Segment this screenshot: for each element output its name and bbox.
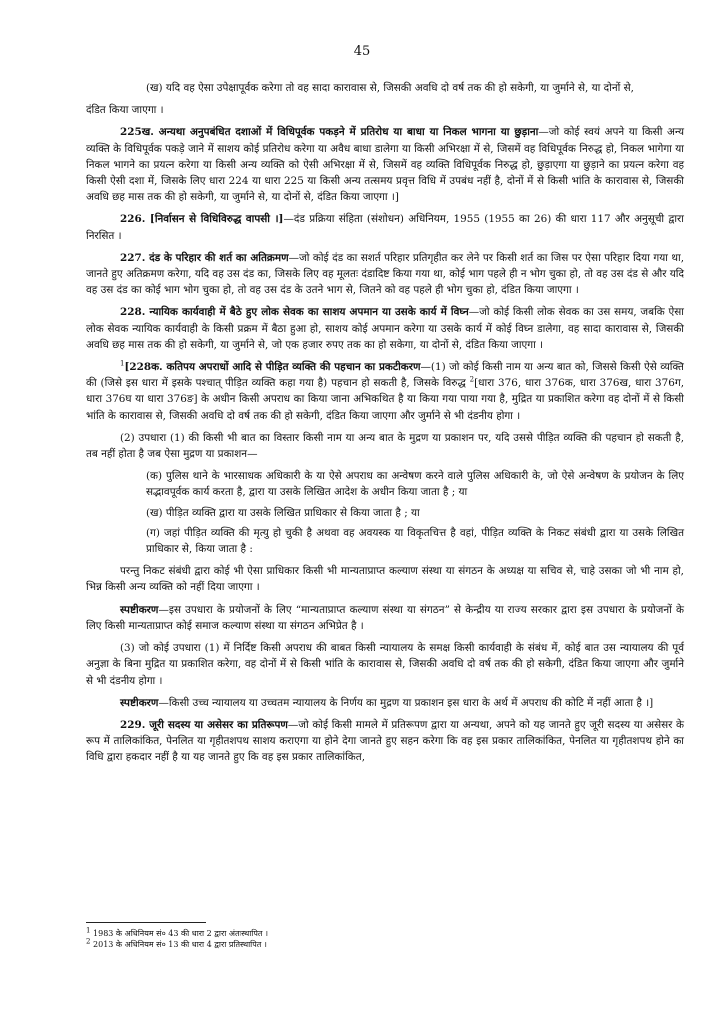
footnote-2-text: 2013 के अधिनियम सं० 13 की धारा 4 द्वारा प्रतिस्थापित । [93, 940, 267, 949]
section-225b-text: —जो कोई स्वयं अपने या किसी अन्य व्यक्ति के विधिपूर्वक पकड़े जाने में साशय कोई प्रतिरोध करेगा या अवैध बाधा डालेगा या किसी अभिरक्षा में से, जिसमें वह विधिपूर्वक निरुद्ध हो, निकल भागेगा या निकल भागने का प्रयत्न करेगा या किसी अन्य व्यक्ति को ऐसी अभिरक्षा में से, जिसमें वह व्यक्ति विधिपूर्वक निरुद्ध हो, छुड़ाएगा या छुड़ाने का प्रयत्न करेगा वह किसी ऐसी दशा में, जिसके लिए धारा 224 या धारा 225 या किसी अन्य तत्समय प्रवृत्त विधि में उपबंध नहीं है, दोनों में से किसी भांति के कारावास से, जिसकी अवधि छह मास तक की हो सकेगी, या जुर्माने से, या दोनों से, दंडित किया जाएगा ।] [86, 126, 685, 204]
section-229-heading: 229. जूरी सदस्य या असेसर का प्रतिरूपण [120, 718, 288, 731]
footnote-ref-2: 2 [469, 375, 475, 384]
section-228a-heading: [228क. कतिपय अपराधों आदि से पीड़ित व्यक्ति की पहचान का प्रकटीकरण [124, 361, 421, 374]
footnote-1-text: 1983 के अधिनियम सं० 43 की धारा 2 द्वारा अंतःस्थापित । [93, 929, 269, 938]
explanation-2-heading: स्पष्टीकरण [120, 696, 159, 709]
page-number: 45 [353, 44, 371, 59]
explanation-1-text: —इस उपधारा के प्रयोजनों के लिए “मान्यताप्राप्त कल्याण संस्था या संगठन” से केन्द्रीय या राज्य सरकार द्वारा इस उपधारा के प्रयोजनों के लिए किसी मान्यताप्राप्त कोई समाज कल्याण संस्था या संगठन अभिप्रेत है । [86, 603, 684, 632]
subsection-2: (2) उपधारा (1) की किसी भी बात का विस्तार किसी नाम या अन्य बात के मुद्रण या प्रकाशन पर, यदि उससे पीड़ित व्यक्ति की पहचान हो सकती है, तब नहीं होता है जब ऐसा मुद्रण या प्रकाशन— [86, 431, 684, 461]
document-body [86, 80, 684, 772]
footnote-divider [86, 922, 206, 923]
explanation-1 [86, 602, 684, 634]
section-225b [86, 124, 684, 205]
subsection-2-clause-ga: (ग) जहां पीड़ित व्यक्ति की मृत्यु हो चुकी है अथवा वह अवयस्क या विकृतचित्त है वहां, पीड़ित व्यक्ति के निकट संबंधी द्वारा या उसके लिखित प्राधिकार से, किया जाता है : [146, 526, 684, 556]
section-225b-heading: 225ख. अन्यथा अनुपबंधित दशाओं में विधिपूर्वक पकड़ने में प्रतिरोध या बाधा या निकल भागना या छुड़ाना [120, 126, 539, 139]
section-228-text: —जो कोई किसी लोक सेवक का उस समय, जबकि ऐसा लोक सेवक न्यायिक कार्यवाही के किसी प्रक्रम में बैठा हुआ हो, साशय कोई अपमान करेगा या उसके कार्य में कोई विघ्न डालेगा, वह सादा कारावास से, जिसकी अवधि छह मास तक की हो सकेगी, या जुर्माने से, जो एक हजार रुपए तक का हो सकेगा, या दोनों से, दंडित किया जाएगा । [86, 306, 684, 351]
footnote-2-number: 2 [86, 937, 91, 946]
section-228 [86, 304, 684, 353]
explanation-2 [86, 695, 684, 711]
footnote-1 [86, 928, 684, 939]
footnote-2 [86, 939, 684, 950]
section-226-text: —दंड प्रक्रिया संहिता (संशोधन) अधिनियम, 1955 (1955 का 26) की धारा 117 और अनुसूची द्वारा निरसित । [86, 213, 684, 242]
footnote-1-number: 1 [86, 926, 91, 935]
footnote-ref-1: 1 [120, 359, 125, 368]
section-227-heading: 227. दंड के परिहार की शर्त का अतिक्रमण [120, 251, 289, 264]
section-228-heading: 228. न्यायिक कार्यवाही में बैठे हुए लोक सेवक का साशय अपमान या उसके कार्य में विघ्न [120, 306, 469, 319]
subsection-2-clause-ka: (क) पुलिस थाने के भारसाधक अधिकारी के या ऐसे अपराध का अन्वेषण करने वाले पुलिस अधिकारी के, जो ऐसे अन्वेषण के प्रयोजन के लिए सद्भावपूर्वक कार्य करता है, द्वारा या उसके लिखित आदेश के अधीन किया जाता है ; या [146, 470, 684, 499]
explanation-2-text: —किसी उच्च न्यायालय या उच्चतम न्यायालय के निर्णय का मुद्रण या प्रकाशन इस धारा के अर्थ में अपराध की कोटि में नहीं आता है ।] [158, 696, 654, 709]
section-226 [86, 211, 684, 243]
section-228a-text-2: [धारा 376, धारा 376क, धारा 376ख, धारा 376ग, धारा 376घ या धारा 376ङ] के अधीन किसी अपराध का किया जाना अभिकथित है या किया गया पाया गया है, मुद्रित या प्रकाशित करेगा वह दोनों में से किसी भांति के कारावास से, जिसकी अवधि दो वर्ष तक की हो सकेगी, दंडित किया जाएगा और जुर्माने से भी दंडनीय होगा । [86, 377, 685, 422]
section-228a [86, 359, 684, 424]
subsection-2-clause-kha: (ख) पीड़ित व्यक्ति द्वारा या उसके लिखित प्राधिकार से किया जाता है ; या [146, 506, 420, 519]
section-229-text: —जो कोई किसी मामले में प्रतिरूपण द्वारा या अन्यथा, अपने को यह जानते हुए जूरी सदस्य या असेसर के रूप में तालिकांकित, पेनलित या गृहीतशपथ साशय कराएगा या होने देगा जानते हुए सहन करेगा कि वह इस प्रकार तालिकांकित, पेनलित या गृहीतशपथ होने का विधि द्वारा हकदार नहीं है या यह जानते हुए कि वह इस प्रकार तालिकांकित, [86, 718, 684, 764]
section-229 [86, 717, 684, 766]
section-226-heading: 226. [निर्वासन से विधिविरुद्ध वापसी ।] [120, 213, 284, 226]
punishment-line: दंडित किया जाएगा । [86, 104, 164, 117]
footnotes [86, 928, 684, 950]
explanation-1-heading: स्पष्टीकरण [120, 603, 159, 616]
section-227-text: —जो कोई दंड का सशर्त परिहार प्रतिगृहीत कर लेने पर किसी शर्त का जिस पर ऐसा परिहार दिया गया था, जानते हुए अतिक्रमण करेगा, यदि वह उस दंड का, जिसके लिए वह मूलतः दंडादिष्ट किया गया था, कोई भाग पहले ही न भोग चुका हो, तो वह उस दंड से और यदि वह उस दंड का कोई भाग भोग चुका हो, तो वह उस दंड के उतने भाग से, जितने को वह पहले ही भोग चुका हो, दंडित किया जाएगा । [86, 251, 684, 297]
proviso: परन्तु निकट संबंधी द्वारा कोई भी ऐसा प्राधिकार किसी भी मान्यताप्राप्त कल्याण संस्था या संगठन के अध्यक्ष या सचिव से, चाहे उसका जो भी नाम हो, भिन्न किसी अन्य व्यक्ति को नहीं दिया जाएगा । [86, 565, 684, 594]
clause-kha-negligent: (ख) यदि वह ऐसा उपेक्षापूर्वक करेगा तो वह सादा कारावास से, जिसकी अवधि दो वर्ष तक की हो सकेगी, या जुर्माने से, या दोनों से, [146, 82, 634, 94]
section-227 [86, 250, 684, 299]
subsection-3: (3) जो कोई उपधारा (1) में निर्दिष्ट किसी अपराध की बाबत किसी न्यायालय के समक्ष किसी कार्यवाही के संबंध में, कोई बात उस न्यायालय की पूर्व अनुज्ञा के बिना मुद्रित या प्रकाशित करेगा, वह दोनों में से किसी भांति के कारावास से, जिसकी अवधि दो वर्ष तक की हो सकेगी, दंडित किया जाएगा और जुर्माने से भी दंडनीय होगा । [86, 642, 684, 687]
section-228a-text-1: —(1) जो कोई किसी नाम या अन्य बात को, जिससे किसी ऐसे व्यक्ति की (जिसे इस धारा में इसके पश्चात् पीड़ित व्यक्ति कहा गया है) पहचान हो सकती है, जिसके विरुद्ध [86, 361, 684, 390]
